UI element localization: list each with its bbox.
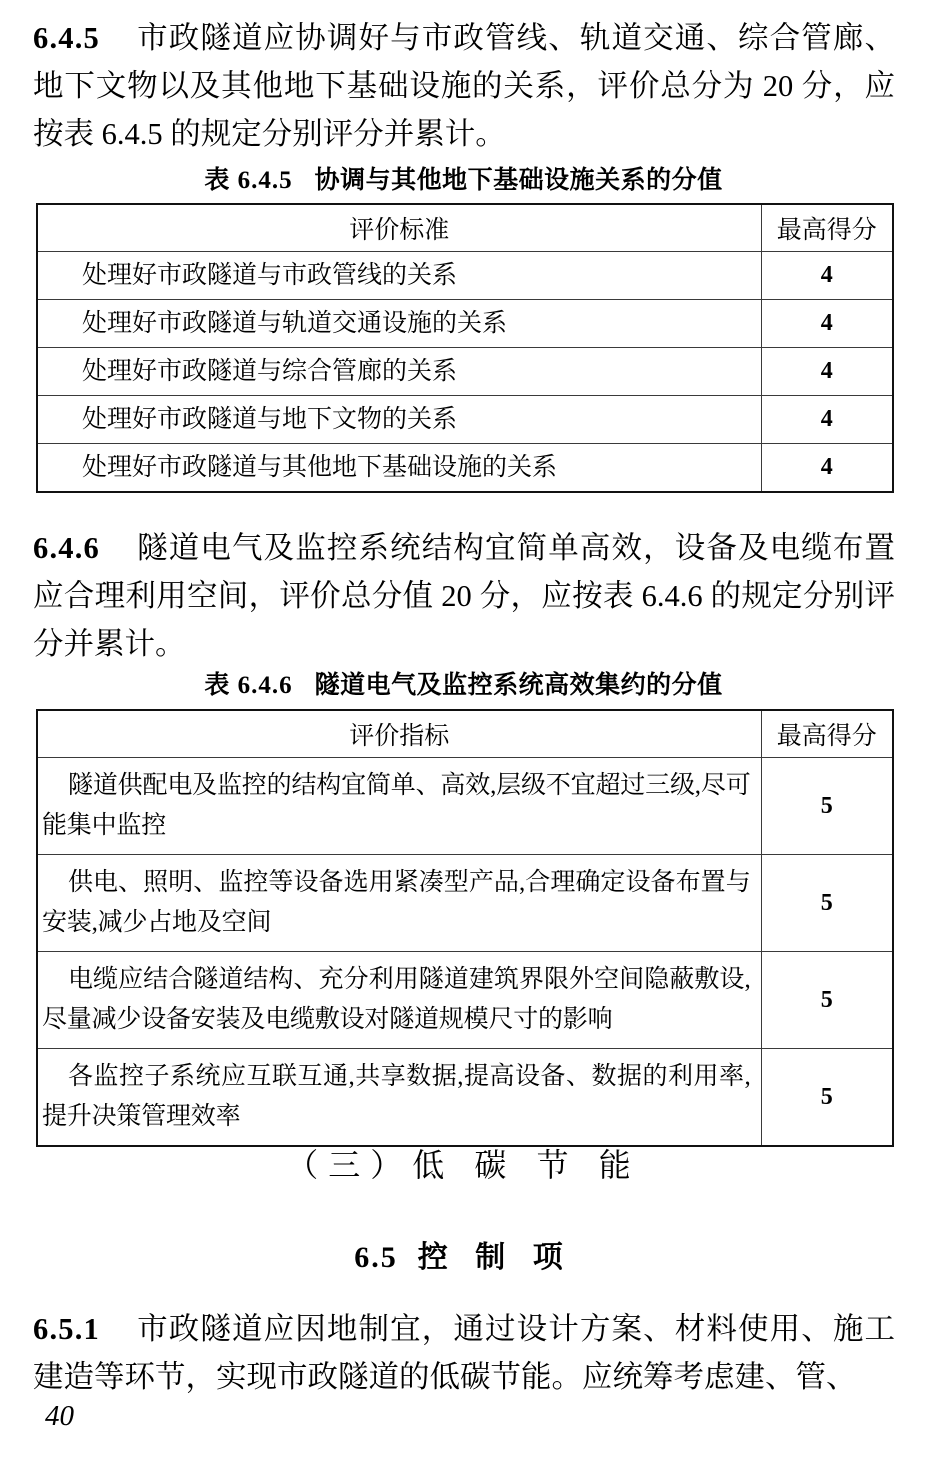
table-caption-title-6-4-6: 隧道电气及监控系统高效集约的分值 bbox=[314, 672, 723, 699]
table-row bbox=[37, 348, 893, 396]
clause-number-6-4-6: 6.4.6 bbox=[33, 531, 100, 565]
table-row bbox=[37, 252, 893, 300]
clause-text-6-4-5: 市政隧道应协调好与市政管线、轨道交通、综合管廊、地下文物以及其他地下基础设施的关系，评价总分为 20 分，应按表 6.4.5 的规定分别评分并累计。 bbox=[33, 21, 895, 151]
column-header-criterion: 评价标准 bbox=[37, 204, 761, 252]
cell-criterion: 供电、照明、监控等设备选用紧凑型产品,合理确定设备布置与安装,减少占地及空间 bbox=[37, 855, 761, 952]
paragraph-6-4-5 bbox=[33, 14, 895, 158]
paragraph-6-4-6 bbox=[33, 524, 895, 668]
table-row bbox=[37, 952, 893, 1049]
subsection-heading: （三）低 碳 节 能 bbox=[286, 1146, 641, 1184]
table-row bbox=[37, 396, 893, 444]
cell-criterion: 处理好市政隧道与轨道交通设施的关系 bbox=[37, 300, 761, 348]
cell-criterion: 处理好市政隧道与地下文物的关系 bbox=[37, 396, 761, 444]
cell-score: 4 bbox=[761, 396, 893, 444]
table-row bbox=[37, 300, 893, 348]
clause-text-6-5-1: 市政隧道应因地制宜，通过设计方案、材料使用、施工建造等环节，实现市政隧道的低碳节能。应统筹考虑建、管、 bbox=[33, 1312, 895, 1394]
section-title: 控 制 项 bbox=[417, 1241, 573, 1274]
cell-score: 4 bbox=[761, 252, 893, 300]
cell-score: 5 bbox=[761, 952, 893, 1049]
table-row bbox=[37, 758, 893, 855]
section-heading-6-5 bbox=[0, 1232, 927, 1276]
cell-criterion: 电缆应结合隧道结构、充分利用隧道建筑界限外空间隐蔽敷设,尽量减少设备安装及电缆敷设对隧道规模尺寸的影响 bbox=[37, 952, 761, 1049]
table-header-row bbox=[37, 710, 893, 758]
table-caption-number-6-4-6: 表 6.4.6 bbox=[204, 672, 293, 699]
cell-score: 5 bbox=[761, 758, 893, 855]
table-6-4-5 bbox=[36, 203, 894, 493]
section-number: 6.5 bbox=[354, 1241, 398, 1274]
cell-score: 4 bbox=[761, 300, 893, 348]
column-header-score: 最高得分 bbox=[761, 710, 893, 758]
table-caption-title-6-4-5: 协调与其他地下基础设施关系的分值 bbox=[314, 167, 723, 194]
cell-score: 5 bbox=[761, 855, 893, 952]
clause-number-6-4-5: 6.4.5 bbox=[33, 21, 100, 55]
table-6-4-6 bbox=[36, 709, 894, 1147]
clause-number-6-5-1: 6.5.1 bbox=[33, 1312, 100, 1346]
cell-criterion: 处理好市政隧道与综合管廊的关系 bbox=[37, 348, 761, 396]
table-header-row bbox=[37, 204, 893, 252]
table-row bbox=[37, 444, 893, 493]
cell-criterion: 各监控子系统应互联互通,共享数据,提高设备、数据的利用率,提升决策管理效率 bbox=[37, 1049, 761, 1147]
cell-criterion: 处理好市政隧道与其他地下基础设施的关系 bbox=[37, 444, 761, 493]
table-caption-6-4-6 bbox=[0, 665, 927, 701]
cell-score: 5 bbox=[761, 1049, 893, 1147]
cell-criterion: 隧道供配电及监控的结构宜简单、高效,层级不宜超过三级,尽可能集中监控 bbox=[37, 758, 761, 855]
column-header-score: 最高得分 bbox=[761, 204, 893, 252]
cell-criterion: 处理好市政隧道与市政管线的关系 bbox=[37, 252, 761, 300]
table-caption-6-4-5 bbox=[0, 160, 927, 196]
table-caption-number-6-4-5: 表 6.4.5 bbox=[204, 167, 293, 194]
paragraph-6-5-1 bbox=[33, 1305, 895, 1401]
cell-score: 4 bbox=[761, 348, 893, 396]
table-row bbox=[37, 855, 893, 952]
clause-text-6-4-6: 隧道电气及监控系统结构宜简单高效，设备及电缆布置应合理利用空间，评价总分值 20 分，应按表 6.4.6 的规定分别评分并累计。 bbox=[33, 531, 895, 661]
cell-score: 4 bbox=[761, 444, 893, 493]
table-row bbox=[37, 1049, 893, 1147]
column-header-criterion: 评价指标 bbox=[37, 710, 761, 758]
page-number: 40 bbox=[45, 1400, 74, 1432]
